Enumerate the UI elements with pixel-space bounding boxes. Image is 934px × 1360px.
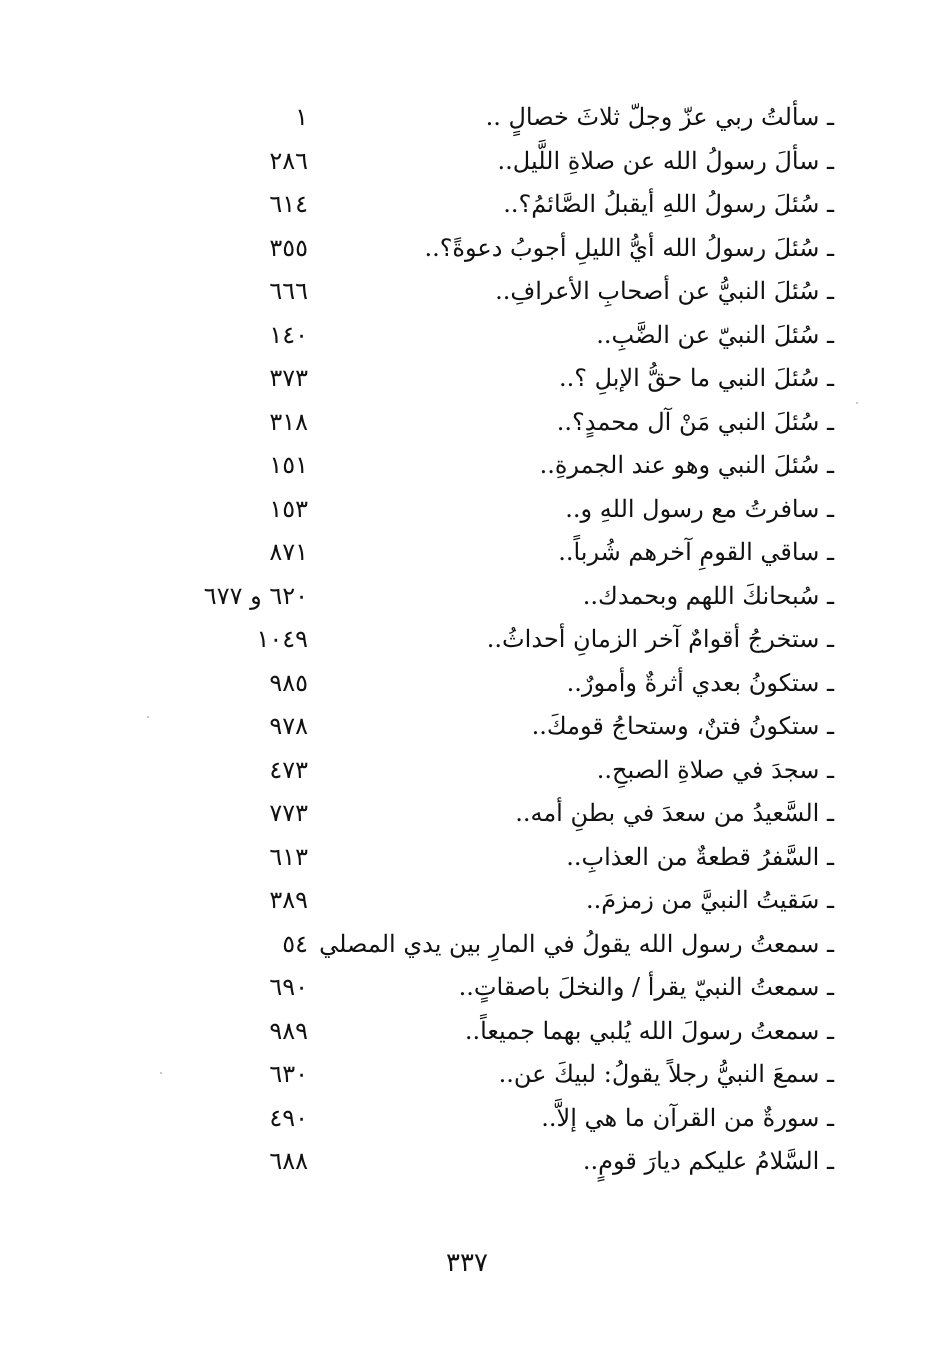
index-entry [0,966,934,1010]
entry-page-number: ٩٨٩ [269,1016,308,1045]
entry-page-number: ٣٧٣ [269,364,308,392]
index-entry [0,140,934,184]
index-entry [0,705,934,749]
entry-page-number: ٣١٨ [269,407,308,436]
entry-page-number: ٣٥٥ [269,233,308,262]
entry-text: ـ سمعَ النبيُّ رجلاً يقولُ: لبيكَ عن.. [498,1060,834,1088]
entry-text: ـ ستكونُ بعدي أثرةٌ وأمورٌ.. [566,668,834,697]
index-entry [0,575,934,619]
index-entry [0,1140,934,1184]
entry-page-number: ١٥١ [269,451,308,479]
entry-text: ـ ساقي القومِ آخرهم شُرباً.. [558,538,834,566]
entry-page-number: ٩٧٨ [269,712,308,740]
entry-text: ـ ستخرجُ أقوامٌ آخر الزمانِ أحداثُ.. [486,625,834,653]
index-entry [0,1010,934,1054]
entry-text: ـ سمعتُ رسول الله يقولُ في المارِ بين يدي المصلي [319,929,834,958]
index-entry [0,488,934,532]
entry-page-number: ٦٦٦ [269,277,308,305]
entry-text: ـ السَّعيدُ من سعدَ في بطنِ أمه.. [515,799,834,827]
entry-text: ـ سُئلَ النبي وهو عند الجمرةِ.. [539,451,834,479]
entry-text: ـ سألَ رسولُ الله عن صلاةِ اللَّيل.. [497,146,834,175]
entry-text: ـ سورةٌ من القرآن ما هي إلاَّ.. [541,1103,834,1132]
scan-dust-mark [147,716,149,718]
entry-text: ـ سمعتُ النبيّ يقرأ / والنخلَ باصقاتٍ.. [458,973,834,1001]
entry-text: ـ السَّفرُ قطعةٌ من العذابِ.. [566,842,834,871]
index-entry [0,923,934,967]
entry-page-number: ٨٧١ [269,538,308,566]
index-entry [0,531,934,575]
index-entry [0,227,934,271]
entry-page-number: ٦٨٨ [269,1147,308,1175]
entry-text: ـ سُئلَ النبيّ عن الضَّبِ.. [596,320,834,349]
entry-text: ـ سألتُ ربي عزّ وجلّ ثلاثَ خصالٍ .. [485,103,834,131]
entry-text: ـ سُئلَ النبيُّ عن أصحابِ الأعرافِ.. [495,277,834,305]
entry-text: ـ سُئلَ النبي ما حقُّ الإبلِ ؟.. [558,364,834,392]
index-entry [0,836,934,880]
entry-page-number: ٣٨٩ [269,886,308,914]
entry-text: ـ سُئلَ رسولُ اللهِ أيقبلُ الصَّائمُ؟.. [503,190,834,218]
entry-text: ـ سجدَ في صلاةِ الصبحِ.. [596,755,834,784]
entry-text: ـ ستكونُ فتنٌ، وستحاجُ قومكَ.. [531,712,834,740]
entry-page-number: ١٠٤٩ [256,625,308,653]
index-entry [0,357,934,401]
entry-page-number: ٦١٤ [269,190,308,218]
page-number: ٣٣٧ [446,1248,488,1278]
index-entry [0,401,934,445]
index-entry [0,879,934,923]
hadith-index-list [0,96,934,1184]
entry-page-number: ٦٩٠ [269,973,308,1001]
entry-text: ـ سمعتُ رسولَ الله يُلبي بهما جميعاً.. [464,1016,834,1045]
index-entry [0,183,934,227]
index-entry [0,662,934,706]
index-entry [0,792,934,836]
entry-page-number: ٦٣٠ [269,1060,308,1088]
entry-page-number: ٢٨٦ [269,146,308,175]
index-entry [0,314,934,358]
index-entry [0,96,934,140]
entry-text: ـ سُئلَ رسولُ الله أيُّ الليلِ أجوبُ دعوةً؟.. [424,233,834,262]
scan-dust-mark [160,1072,162,1074]
scan-dust-mark [856,402,858,404]
entry-text: ـ سَقيتُ النبيَّ من زمزمَ.. [585,886,834,914]
index-entry [0,270,934,314]
index-entry [0,1053,934,1097]
entry-text: ـ السَّلامُ عليكم ديارَ قومٍ.. [582,1147,834,1175]
index-entry [0,1097,934,1141]
entry-page-number: ١٤٠ [269,320,308,349]
entry-page-number: ١ [295,103,308,131]
index-entry [0,444,934,488]
index-entry [0,749,934,793]
entry-page-number: ٦١٣ [269,842,308,871]
entry-text: ـ سُبحانكَ اللهم وبحمدك.. [582,581,834,610]
index-entry [0,618,934,662]
entry-page-number: ٥٤ [282,929,308,958]
entry-page-number: ٧٧٣ [269,799,308,827]
entry-page-number: ٤٧٣ [269,755,308,784]
entry-page-number: ١٥٣ [269,494,308,523]
entry-page-number: ٩٨٥ [269,668,308,697]
entry-text: ـ سُئلَ النبي مَنْ آل محمدٍ؟.. [556,407,834,436]
entry-text: ـ سافرتُ مع رسول اللهِ و.. [565,494,834,523]
entry-page-number: ٦٢٠ و ٦٧٧ [203,581,308,610]
entry-page-number: ٤٩٠ [269,1103,308,1132]
